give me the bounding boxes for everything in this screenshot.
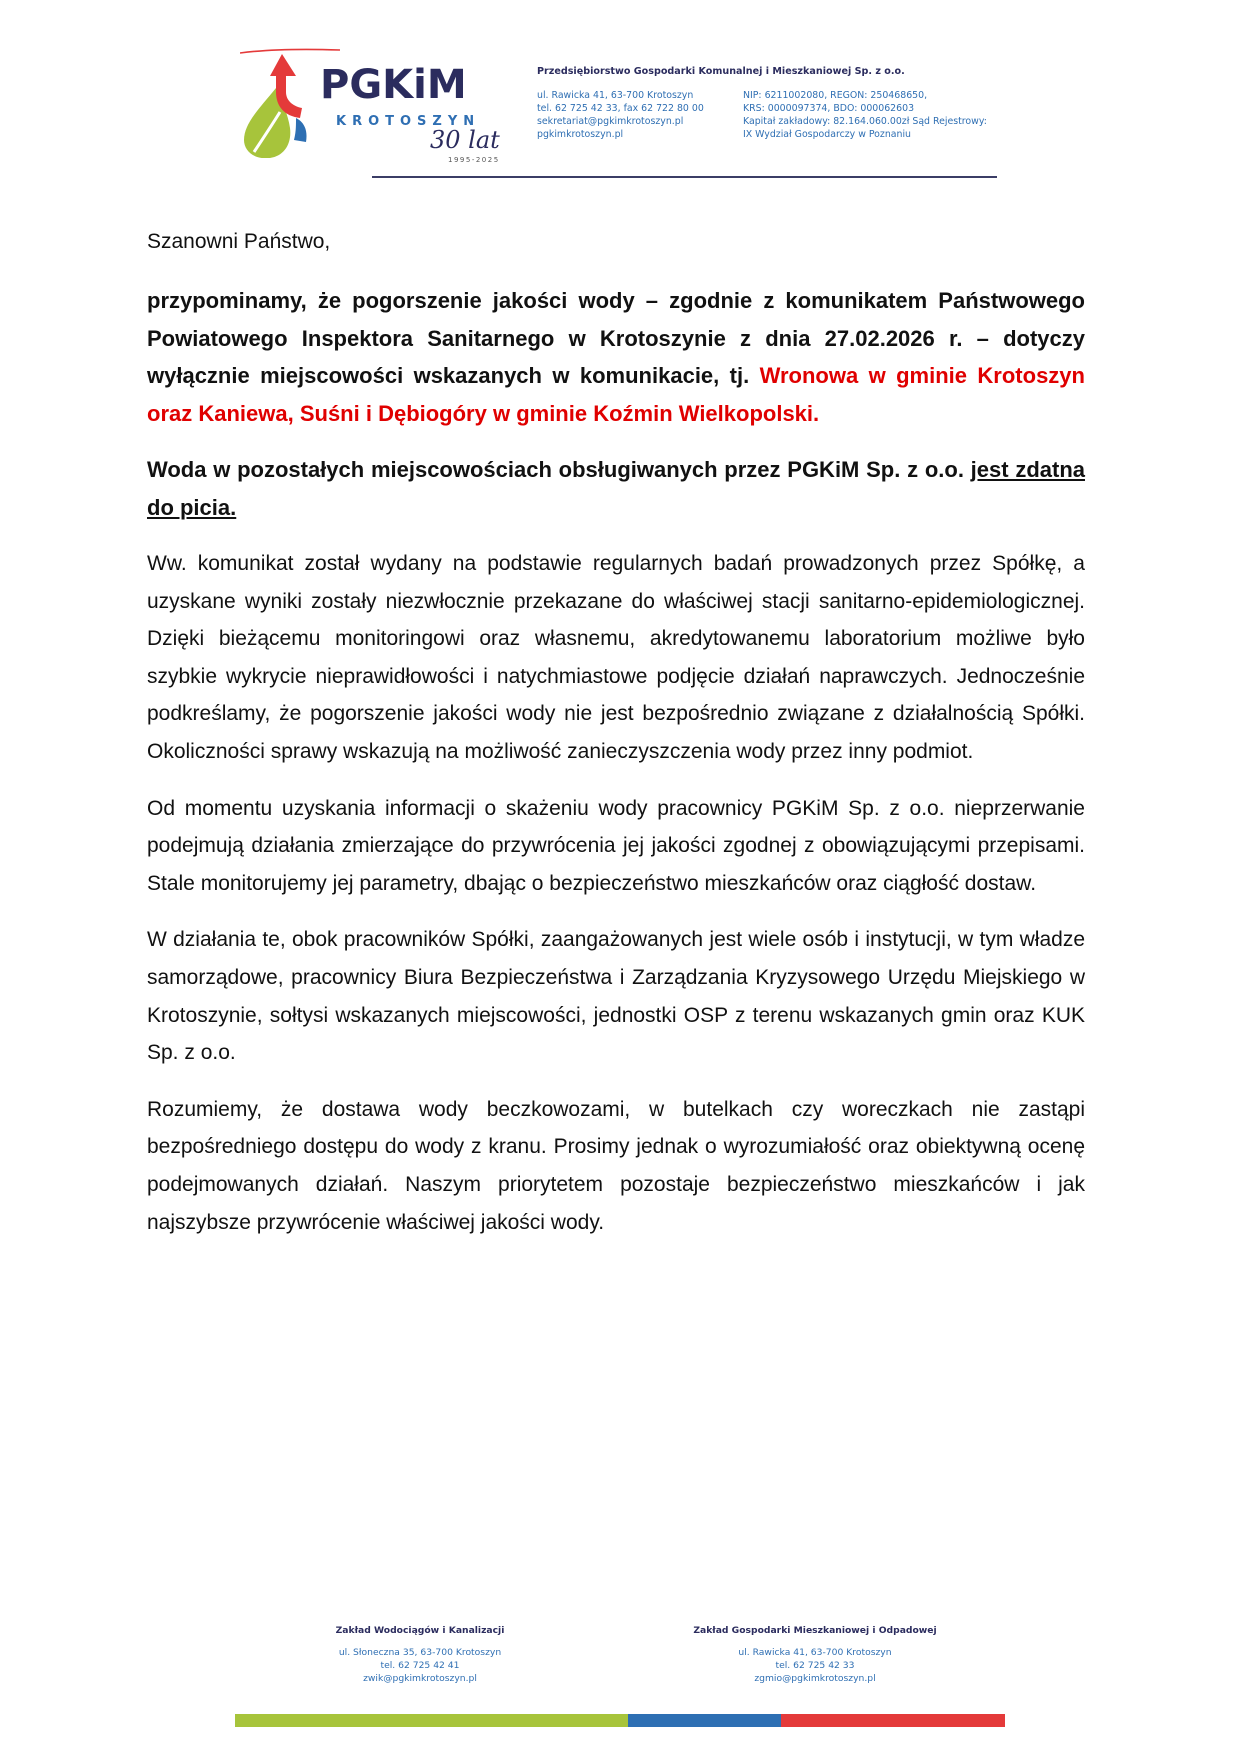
affected-locations: Wronowa w gminie Krotoszyn oraz Kaniewa, Suśni i Dębiogóry w gminie Koźmin Wielkopolski. [147,363,1085,426]
body-paragraph-apology: Rozumiemy, że dostawa wody beczkowozami, w butelkach czy woreczkach nie zastąpi bezpośredniego dostępu do wody z kranu. Prosimy jednak o wyrozumiałość oraz obiektywną ocenę podejmowanych działań. Naszym priorytetem pozostaje bezpieczeństwo mieszkańców i jak najszybsze przywrócenie właściwej jakości wody. [147,1097,1085,1234]
company-info [537,66,1017,141]
contact-address: ul. Rawicka 41, 63-700 Krotoszyn [537,90,694,101]
safe-water-emphasis: jest zdatna do picia. [147,457,1085,520]
company-contact [537,89,743,141]
footer-bar-green [235,1714,628,1727]
contact-email[interactable]: sekretariat@pgkimkrotoszyn.pl [537,116,684,127]
footer-bar-blue [628,1714,781,1727]
footer-housing-dept [650,1625,980,1685]
footer-bar-red [781,1714,1005,1727]
footer-email[interactable]: zgmio@pgkimkrotoszyn.pl [754,1673,876,1684]
anniversary-label: 30 lat [430,126,500,154]
brand-name: PGKiM [320,62,467,108]
header-divider [372,176,997,178]
footer-title: Zakład Wodociągów i Kanalizacji [335,1625,505,1636]
footer-water-dept [300,1625,540,1685]
footer-email[interactable]: zwik@pgkimkrotoszyn.pl [363,1673,477,1684]
registry-line: Kapitał zakładowy: 82.164.060.00zł Sąd Rejestrowy: [743,116,987,127]
body-paragraph-actions: Od momentu uzyskania informacji o skażeniu wody pracownicy PGKiM Sp. z o.o. nieprzerwanie podejmują działania zmierzające do przywrócenia jej jakości zgodnej z obowiązującymi przepisami. Stale monitorujemy jej parametry, dbając o bezpieczeństwo mieszkańców oraz ciągłość dostaw. [147,796,1085,895]
footer-address: ul. Słoneczna 35, 63-700 Krotoszyn [338,1647,502,1658]
greeting: Szanowni Państwo, [147,230,331,253]
registry-line: IX Wydział Gospodarczy w Poznaniu [743,129,912,140]
notice-paragraph [147,282,1085,432]
footer-phone: tel. 62 725 42 41 [380,1660,460,1671]
contact-website[interactable]: pgkimkrotoszyn.pl [537,129,624,140]
safe-water-paragraph [147,451,1085,526]
company-logo [240,48,530,168]
footer-address: ul. Rawicka 41, 63-700 Krotoszyn [738,1647,892,1658]
safe-water-text: Woda w pozostałych miejscowościach obsługiwanych przez PGKiM Sp. z o.o. [147,457,971,482]
brand-city: KROTOSZYN [336,114,481,129]
company-name: Przedsiębiorstwo Gospodarki Komunalnej i Mieszkaniowej Sp. z o.o. [537,66,905,77]
company-registry [743,89,987,141]
contact-phone: tel. 62 725 42 33, fax 62 722 80 00 [537,103,704,114]
footer-phone: tel. 62 725 42 33 [775,1660,855,1671]
body-paragraph-partners: W działania te, obok pracowników Spółki, zaangażowanych jest wiele osób i instytucji, w tym władze samorządowe, pracownicy Biura Bezpieczeństwa i Zarządzania Kryzysowego Urzędu Miejskiego w Krotoszynie, sołtysi wskazanych miejscowości, jednostki OSP z terenu wskazanych gmin oraz KUK Sp. z o.o. [147,928,1085,1065]
water-drop-logo-icon [240,48,320,158]
footer-title: Zakład Gospodarki Mieszkaniowej i Odpadowej [693,1625,937,1636]
registry-line: NIP: 6211002080, REGON: 250468650, [743,90,928,101]
anniversary-swoosh-icon [240,48,340,54]
anniversary-years: 1995-2025 [448,156,500,164]
registry-line: KRS: 0000097374, BDO: 000062603 [743,103,915,114]
notice-intro: przypominamy, że pogorszenie jakości wody – zgodnie z komunikatem Państwowego Powiatowego Inspektora Sanitarnego w Krotoszynie z dnia 27.02.2026 r. – dotyczy wyłącznie miejscowości wskazanych w komunikacie, tj. [147,288,1085,388]
body-paragraph-testing: Ww. komunikat został wydany na podstawie regularnych badań prowadzonych przez Spółkę, a uzyskane wyniki zostały niezwłocznie przekazane do właściwej stacji sanitarno-epidemiologicznej. Dzięki bieżącemu monitoringowi oraz własnemu, akredytowanemu laboratorium możliwe było szybkie wykrycie nieprawidłowości i natychmiastowe podjęcie działań naprawczych. Jednocześnie podkreślamy, że pogorszenie jakości wody nie jest bezpośrednio związane z działalnością Spółki. Okoliczności sprawy wskazują na możliwość zanieczyszczenia wody przez inny podmiot. [147,552,1085,763]
letter-body [147,228,1085,1241]
